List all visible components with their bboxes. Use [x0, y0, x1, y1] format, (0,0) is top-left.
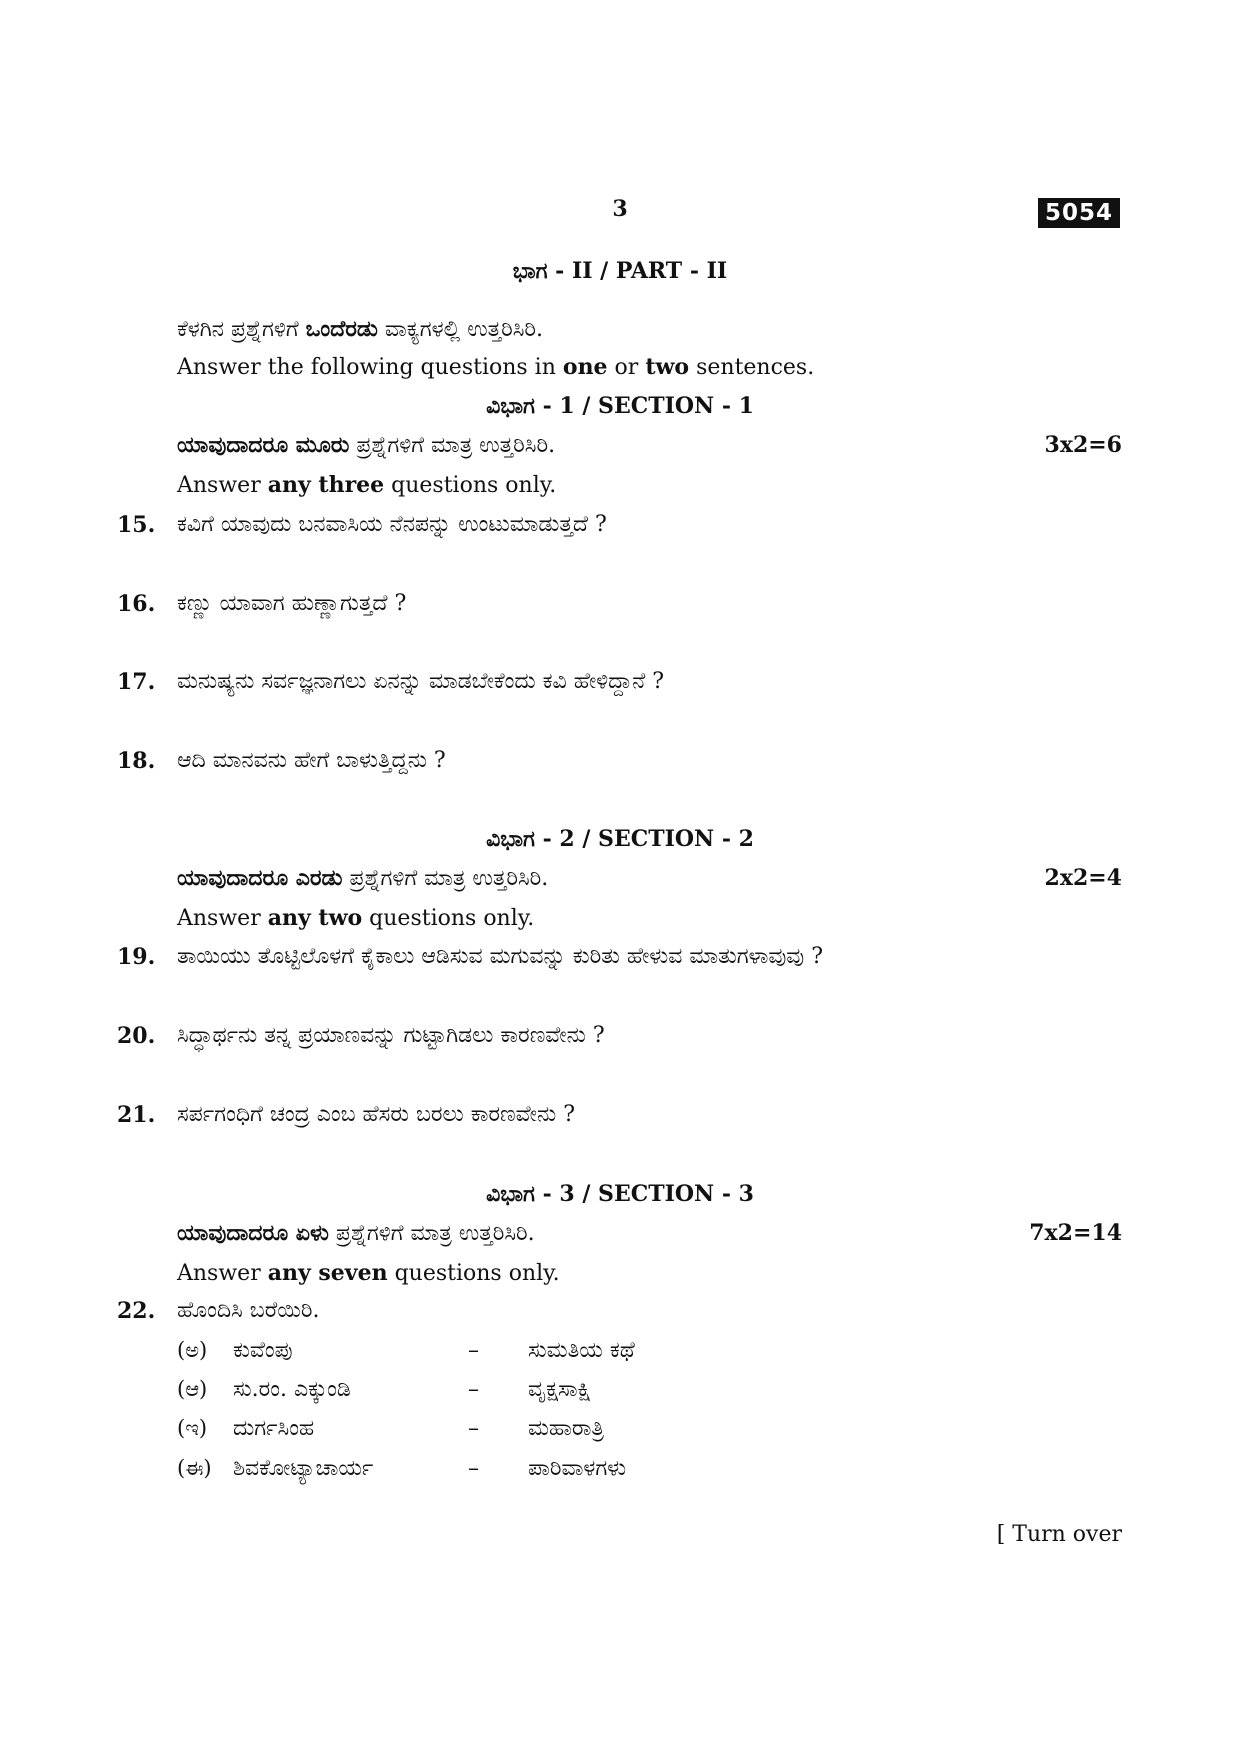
section-2-instruction-kannada: ಯಾವುದಾದರೂ ಎರಡು ಪ್ರಶ್ನೆಗಳಿಗೆ ಮಾತ್ರ ಉತ್ತರಿಸಿರಿ.	[177, 865, 549, 891]
match-item-label: (ಅ)	[177, 1338, 208, 1362]
instruction-english: Answer the following questions in one or two sentences.	[177, 354, 815, 380]
match-item-dash: –	[468, 1338, 479, 1363]
question-16-number: 16.	[117, 591, 156, 617]
section-2-marks: 2x2=4	[1044, 865, 1122, 891]
match-item-dash: –	[468, 1456, 479, 1481]
match-item-label: (ಆ)	[177, 1377, 208, 1401]
match-item-right: ಮಹಾರಾತ್ರಿ	[528, 1416, 604, 1441]
match-item-right: ವೃಕ್ಷಸಾಕ್ಷಿ	[528, 1377, 592, 1402]
question-18-number: 18.	[117, 748, 156, 774]
question-16-text: ಕಣ್ಣು ಯಾವಾಗ ಹುಣ್ಣಾಗುತ್ತದೆ ?	[177, 591, 407, 616]
part-title: ಭಾಗ - II / PART - II	[512, 258, 728, 284]
question-15-number: 15.	[117, 512, 156, 538]
section-1-marks: 3x2=6	[1044, 432, 1122, 458]
question-19-text: ತಾಯಿಯು ತೊಟ್ಟಿಲೊಳಗೆ ಕೈಕಾಲು ಆಡಿಸುವ ಮಗುವನ್ನು ಕುರಿತು ಹೇಳುವ ಮಾತುಗಳಾವುವು ?	[177, 944, 824, 969]
match-item-left: ಶಿವಕೋಟ್ಯಾಚಾರ್ಯ	[233, 1456, 374, 1481]
question-22-text: ಹೊಂದಿಸಿ ಬರೆಯಿರಿ.	[177, 1298, 320, 1323]
paper-code-badge: 5054	[1038, 198, 1120, 228]
question-20-number: 20.	[117, 1023, 156, 1049]
page-number: 3	[612, 196, 628, 222]
question-21-number: 21.	[117, 1102, 156, 1128]
section-1-instruction-english: Answer any three questions only.	[177, 472, 557, 498]
question-17-text: ಮನುಷ್ಯನು ಸರ್ವಜ್ಞನಾಗಲು ಏನನ್ನು ಮಾಡಬೇಕೆಂದು ಕವಿ ಹೇಳಿದ್ದಾನೆ ?	[177, 669, 665, 694]
match-item-dash: –	[468, 1377, 479, 1402]
match-item-left: ದುರ್ಗಸಿಂಹ	[233, 1416, 315, 1441]
match-item-label: (ಈ)	[177, 1456, 212, 1480]
question-15-text: ಕವಿಗೆ ಯಾವುದು ಬನವಾಸಿಯ ನೆನಪನ್ನು ಉಂಟುಮಾಡುತ್ತದೆ ?	[177, 512, 607, 537]
section-1-instruction-kannada: ಯಾವುದಾದರೂ ಮೂರು ಪ್ರಶ್ನೆಗಳಿಗೆ ಮಾತ್ರ ಉತ್ತರಿಸಿರಿ.	[177, 432, 556, 458]
question-17-number: 17.	[117, 669, 156, 695]
question-21-text: ಸರ್ಪಗಂಧಿಗೆ ಚಂದ್ರ ಎಂಬ ಹೆಸರು ಬರಲು ಕಾರಣವೇನು ?	[177, 1102, 575, 1127]
question-19-number: 19.	[117, 944, 156, 970]
match-item-left: ಸು.ರಂ. ಎಕ್ಕುಂಡಿ	[233, 1377, 351, 1402]
instruction-kannada: ಕೆಳಗಿನ ಪ್ರಶ್ನೆಗಳಿಗೆ ಒಂದೆರಡು ವಾಕ್ಯಗಳಲ್ಲಿ ಉತ್ತರಿಸಿರಿ.	[177, 316, 544, 342]
section-3-instruction-kannada: ಯಾವುದಾದರೂ ಏಳು ಪ್ರಶ್ನೆಗಳಿಗೆ ಮಾತ್ರ ಉತ್ತರಿಸಿರಿ.	[177, 1220, 535, 1246]
section-3-instruction-english: Answer any seven questions only.	[177, 1260, 560, 1286]
section-1-title: ವಿಭಾಗ - 1 / SECTION - 1	[486, 393, 754, 419]
question-20-text: ಸಿದ್ಧಾರ್ಥನು ತನ್ನ ಪ್ರಯಾಣವನ್ನು ಗುಟ್ಟಾಗಿಡಲು ಕಾರಣವೇನು ?	[177, 1023, 605, 1048]
match-item-right: ಪಾರಿವಾಳಗಳು	[528, 1456, 627, 1481]
match-item-dash: –	[468, 1416, 479, 1441]
section-3-title: ವಿಭಾಗ - 3 / SECTION - 3	[486, 1181, 754, 1207]
section-2-instruction-english: Answer any two questions only.	[177, 905, 535, 931]
match-item-left: ಕುವೆಂಪು	[233, 1338, 293, 1363]
question-22-number: 22.	[117, 1298, 156, 1324]
match-item-label: (ಇ)	[177, 1416, 208, 1440]
question-18-text: ಆದಿ ಮಾನವನು ಹೇಗೆ ಬಾಳುತ್ತಿದ್ದನು ?	[177, 748, 446, 773]
section-2-title: ವಿಭಾಗ - 2 / SECTION - 2	[486, 826, 754, 852]
turn-over-note: [ Turn over	[996, 1522, 1122, 1547]
section-3-marks: 7x2=14	[1029, 1220, 1122, 1246]
match-item-right: ಸುಮತಿಯ ಕಥೆ	[528, 1338, 635, 1363]
